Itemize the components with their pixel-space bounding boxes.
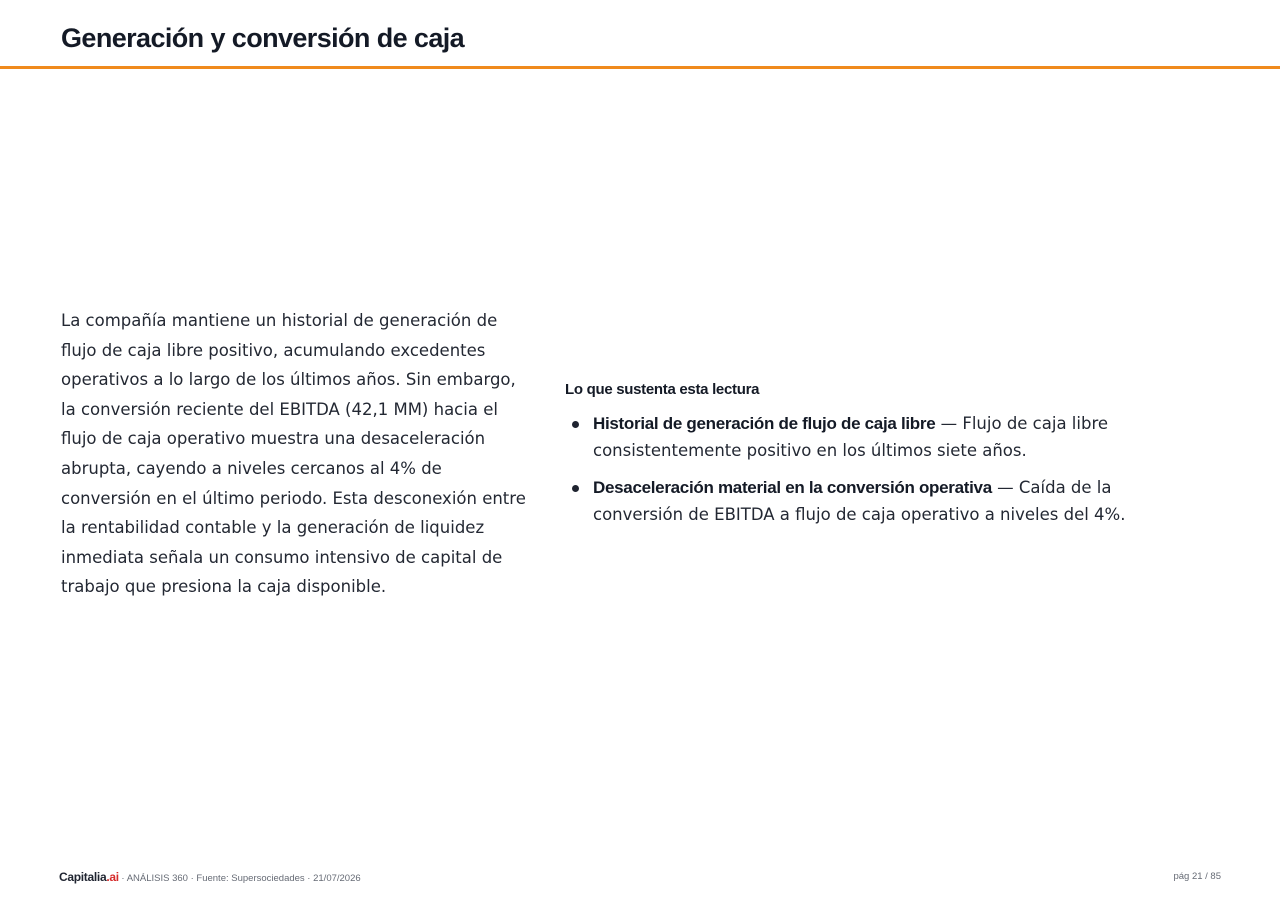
list-item-separator: —	[991, 478, 1019, 497]
list-item-text: Caída de la conversión de EBITDA a flujo de caja operativo a niveles del 4%.	[593, 478, 1126, 524]
brand-logo	[59, 870, 119, 884]
support-list	[565, 410, 1165, 528]
list-item-title: Historial de generación de flujo de caja libre	[593, 414, 936, 433]
summary-paragraph: La compañía mantiene un historial de generación de flujo de caja libre positivo, acumulando excedentes operativos a lo largo de los últimos años. Sin embargo, la conversión reciente del EBITDA (42,1 MM) hacia el flujo de caja operativo muestra una desaceleración abrupta, cayendo a niveles cercanos al 4% de conversión en el último periodo. Esta desconexión entre la rentabilidad contable y la generación de liquidez inmediata señala un consumo intensivo de capital de trabajo que presiona la caja disponible.	[61, 311, 526, 597]
footer-source-text: · ANÁLISIS 360 · Fuente: Supersociedades · 21/07/2026	[118, 873, 361, 884]
support-section	[565, 378, 1165, 538]
support-heading: Lo que sustenta esta lectura	[565, 381, 760, 398]
footer-source	[59, 869, 361, 887]
list-item	[565, 474, 1165, 528]
bullet-icon	[572, 485, 579, 492]
page-header	[0, 0, 1280, 69]
brand-name: Capitalia	[59, 870, 107, 884]
list-item-text: Flujo de caja libre consistentemente positivo en los últimos siete años.	[593, 414, 1109, 460]
list-item	[565, 410, 1165, 464]
bullet-icon	[572, 421, 579, 428]
page-footer	[59, 869, 1221, 885]
list-item-title: Desaceleración material en la conversión operativa	[593, 478, 992, 497]
brand-suffix: .ai	[106, 870, 119, 884]
list-item-separator: —	[935, 414, 963, 433]
page-number: pág 21 / 85	[1173, 871, 1221, 882]
page-title: Generación y conversión de caja	[61, 23, 465, 53]
